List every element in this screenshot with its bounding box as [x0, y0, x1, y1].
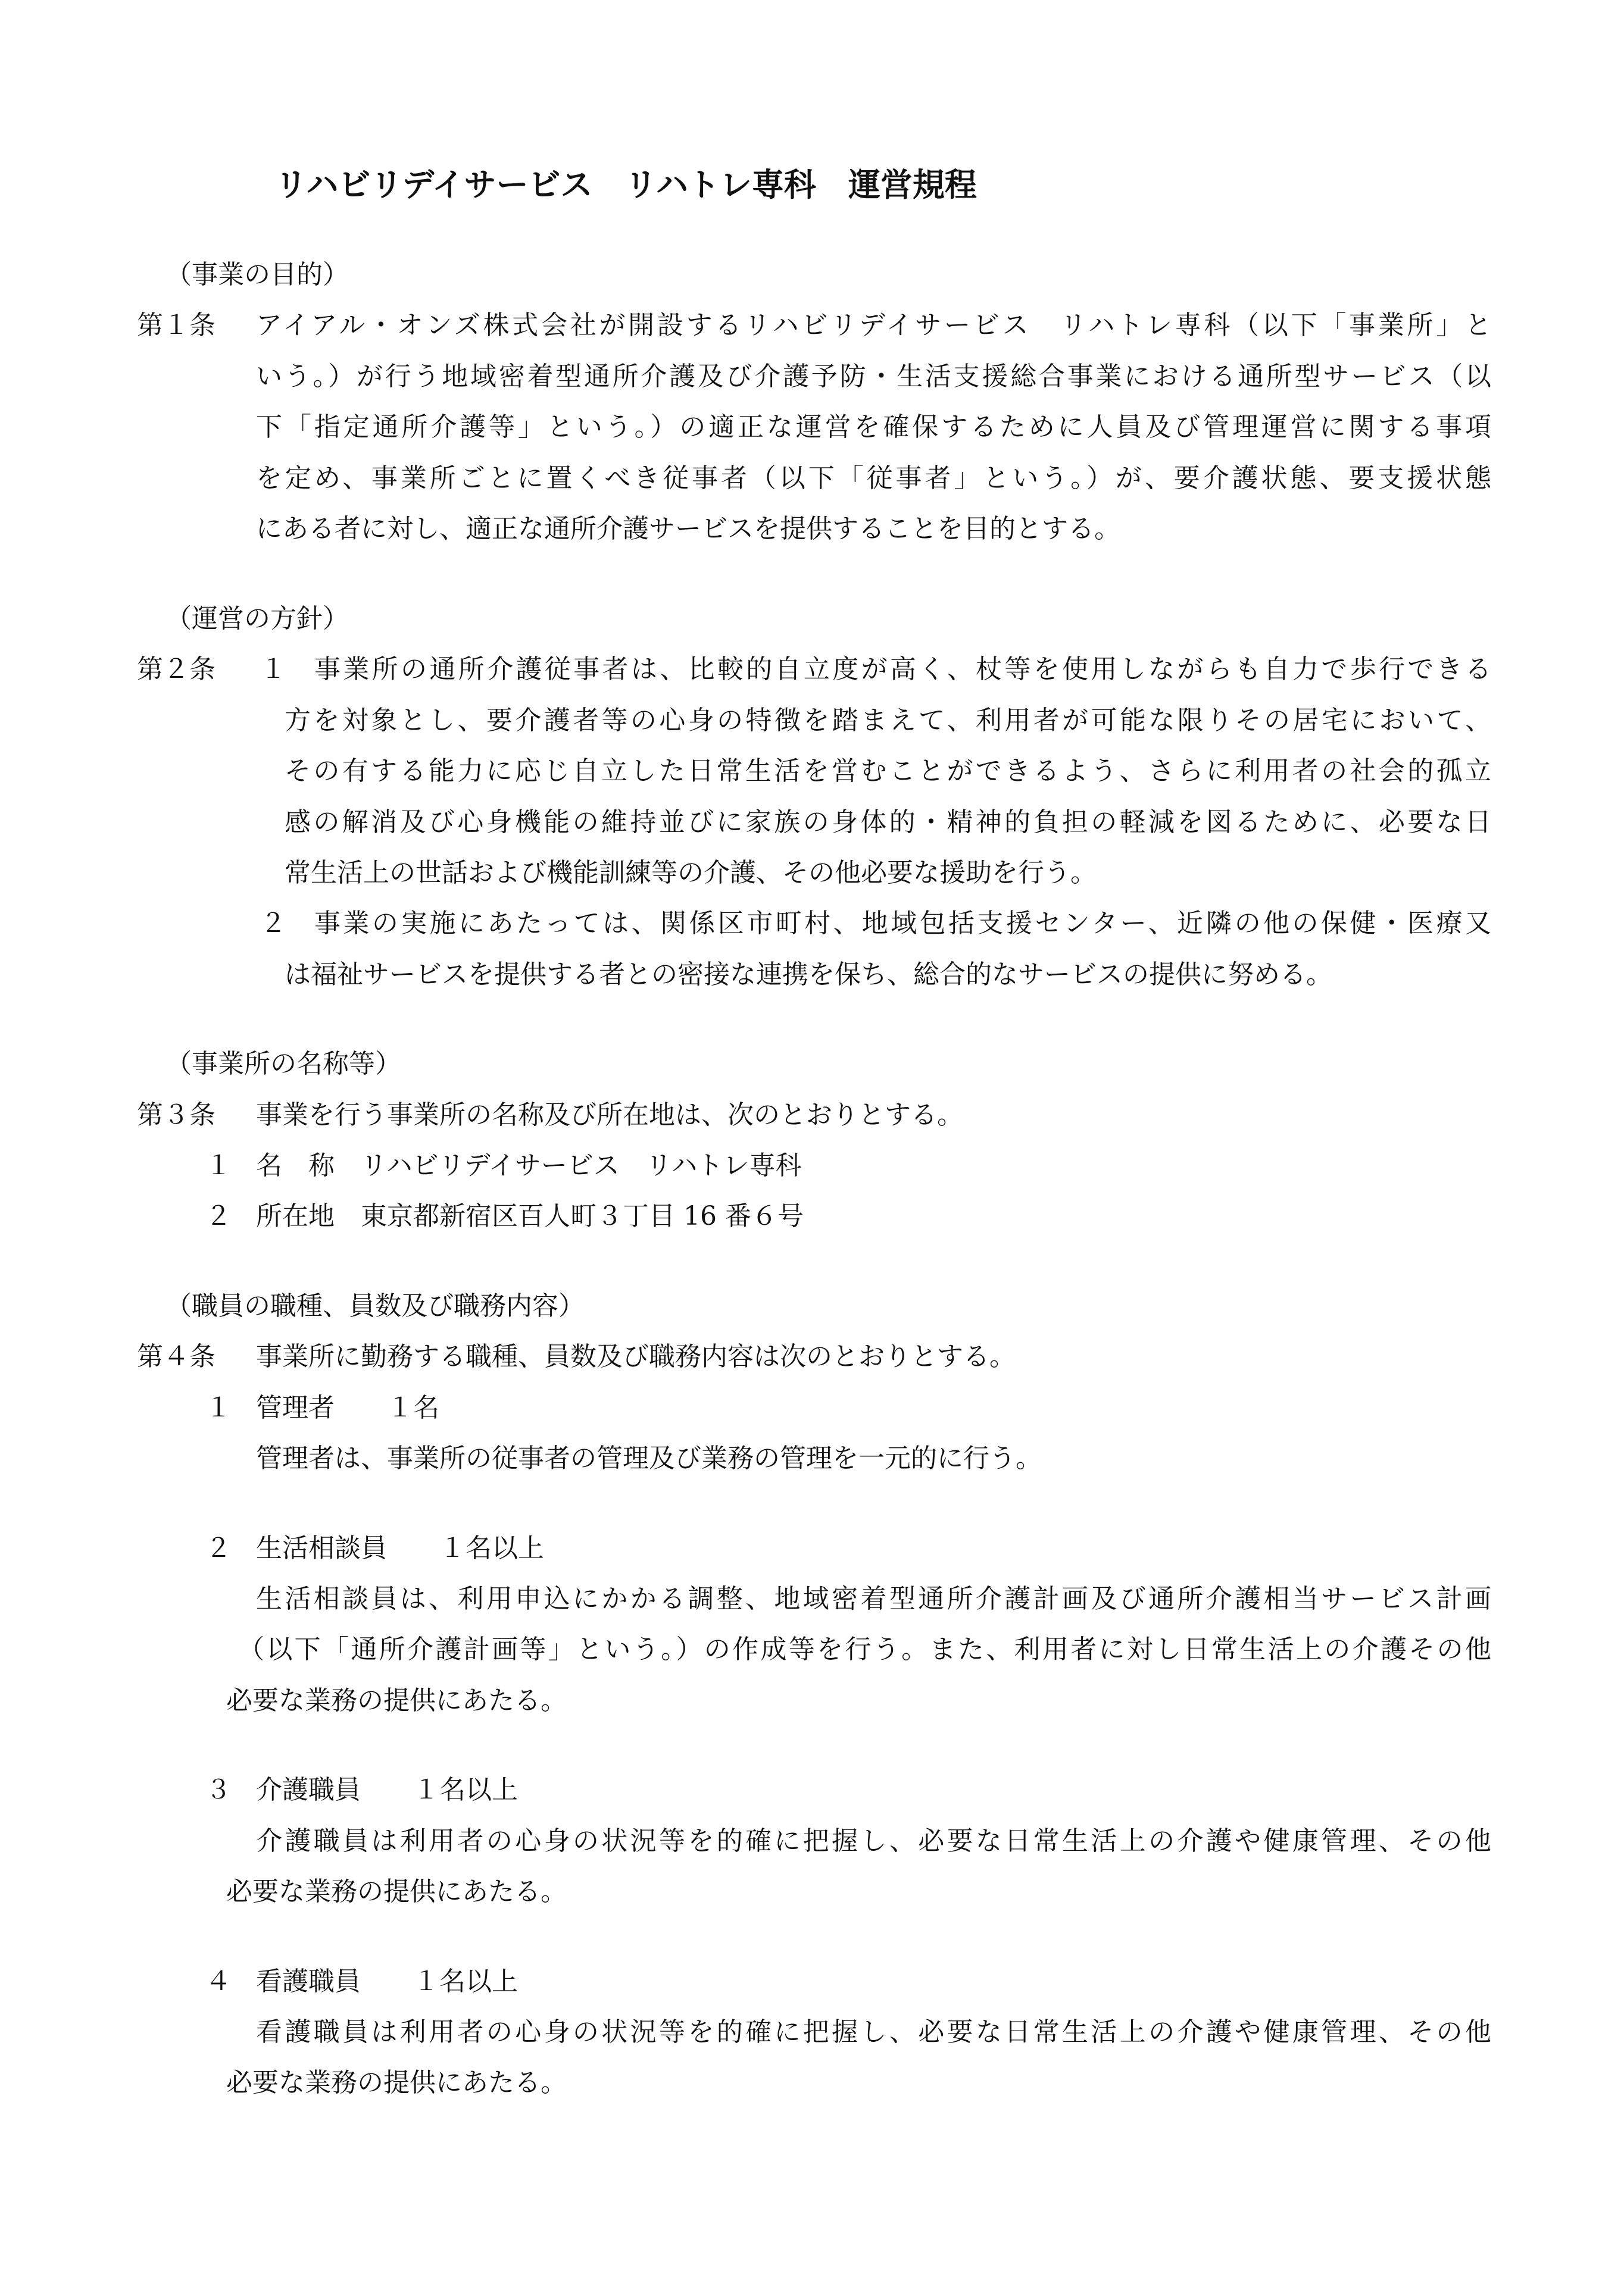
- article-2-item-number: １: [260, 654, 286, 684]
- article-2-item-line: 事業の実施にあたっては、関係区市町村、地域包括支援センター、近隣の他の保健・医療又: [314, 908, 1491, 939]
- article-1-line: 下「指定通所介護等」という。）の適正な運営を確保するために人員及び管理運営に関する事項: [256, 412, 1491, 442]
- staff-item-title: 生活相談員 １名以上: [256, 1533, 544, 1563]
- staff-item-number: １: [205, 1393, 232, 1423]
- staff-item-line: 必要な業務の提供にあたる。: [226, 2067, 567, 2098]
- staff-item-line: 看護職員は利用者の心身の状況等を的確に把握し、必要な日常生活上の介護や健康管理、その他: [256, 2017, 1491, 2047]
- article-1-heading: （事業の目的）: [165, 259, 349, 290]
- article-1-label: 第１条: [137, 310, 216, 340]
- article-2-heading: （運営の方針）: [165, 603, 349, 634]
- article-3-item-number: ２: [205, 1201, 232, 1231]
- article-4-heading: （職員の職種、員数及び職務内容）: [165, 1291, 585, 1321]
- article-3-label: 第３条: [137, 1100, 216, 1130]
- article-4-intro: 事業所に勤務する職種、員数及び職務内容は次のとおりとする。: [256, 1341, 1016, 1372]
- article-2-item-line: その有する能力に応じ自立した日常生活を営むことができるよう、さらに利用者の社会的孤立: [285, 756, 1491, 786]
- staff-item-title: 看護職員 １名以上: [256, 1966, 518, 1997]
- staff-item-number: ４: [205, 1966, 232, 1997]
- document-title: リハビリデイサービス リハトレ専科 運営規程: [275, 166, 977, 204]
- staff-item-line: 必要な業務の提供にあたる。: [226, 1685, 567, 1716]
- article-4-label: 第４条: [137, 1341, 216, 1372]
- article-1-line: を定め、事業所ごとに置くべき従事者（以下「従事者」という。）が、要介護状態、要支援状態: [256, 463, 1491, 493]
- staff-item-title: 介護職員 １名以上: [256, 1775, 518, 1805]
- staff-item-line: 介護職員は利用者の心身の状況等を的確に把握し、必要な日常生活上の介護や健康管理、その他: [256, 1826, 1491, 1856]
- article-2-item-line: 感の解消及び心身機能の維持並びに家族の身体的・精神的負担の軽減を図るために、必要な日: [285, 807, 1491, 837]
- staff-item-line: 管理者は、事業所の従事者の管理及び業務の管理を一元的に行う。: [256, 1443, 1042, 1474]
- article-2-label: 第２条: [137, 654, 216, 684]
- article-3-item-number: １: [205, 1150, 232, 1181]
- article-1-line: いう。）が行う地域密着型通所介護及び介護予防・生活支援総合事業における通所型サービス（以: [256, 361, 1491, 392]
- staff-item-line: （以下「通所介護計画等」という。）の作成等を行う。また、利用者に対し日常生活上の介護その他: [238, 1634, 1491, 1665]
- staff-item-line: 必要な業務の提供にあたる。: [226, 1876, 567, 1907]
- article-3-intro: 事業を行う事業所の名称及び所在地は、次のとおりとする。: [256, 1100, 963, 1130]
- article-2-item-line: 方を対象とし、要介護者等の心身の特徴を踏まえて、利用者が可能な限りその居宅において、: [285, 705, 1491, 736]
- staff-item-title: 管理者 １名: [256, 1393, 439, 1423]
- article-3-heading: （事業所の名称等）: [165, 1049, 401, 1079]
- article-2-item-line: は福祉サービスを提供する者との密接な連携を保ち、総合的なサービスの提供に努める。: [285, 959, 1332, 990]
- staff-item-line: 生活相談員は、利用申込にかかる調整、地域密着型通所介護計画及び通所介護相当サービス計画: [256, 1584, 1491, 1614]
- article-3-item-text: 名 称 リハビリデイサービス リハトレ専科: [256, 1150, 802, 1181]
- staff-item-number: ３: [205, 1775, 232, 1805]
- article-2-item-line: 常生活上の世話および機能訓練等の介護、その他必要な援助を行う。: [285, 858, 1097, 888]
- article-3-item-text: 所在地 東京都新宿区百人町３丁目 16 番６号: [256, 1201, 804, 1231]
- article-2-item-number: ２: [260, 908, 286, 939]
- article-2-item-line: 事業所の通所介護従事者は、比較的自立度が高く、杖等を使用しながらも自力で歩行できる: [314, 654, 1491, 684]
- staff-item-number: ２: [205, 1533, 232, 1563]
- article-1-line: アイアル・オンズ株式会社が開設するリハビリデイサービス リハトレ専科（以下「事業所」と: [256, 310, 1491, 340]
- article-1-line: にある者に対し、適正な通所介護サービスを提供することを目的とする。: [256, 514, 1120, 544]
